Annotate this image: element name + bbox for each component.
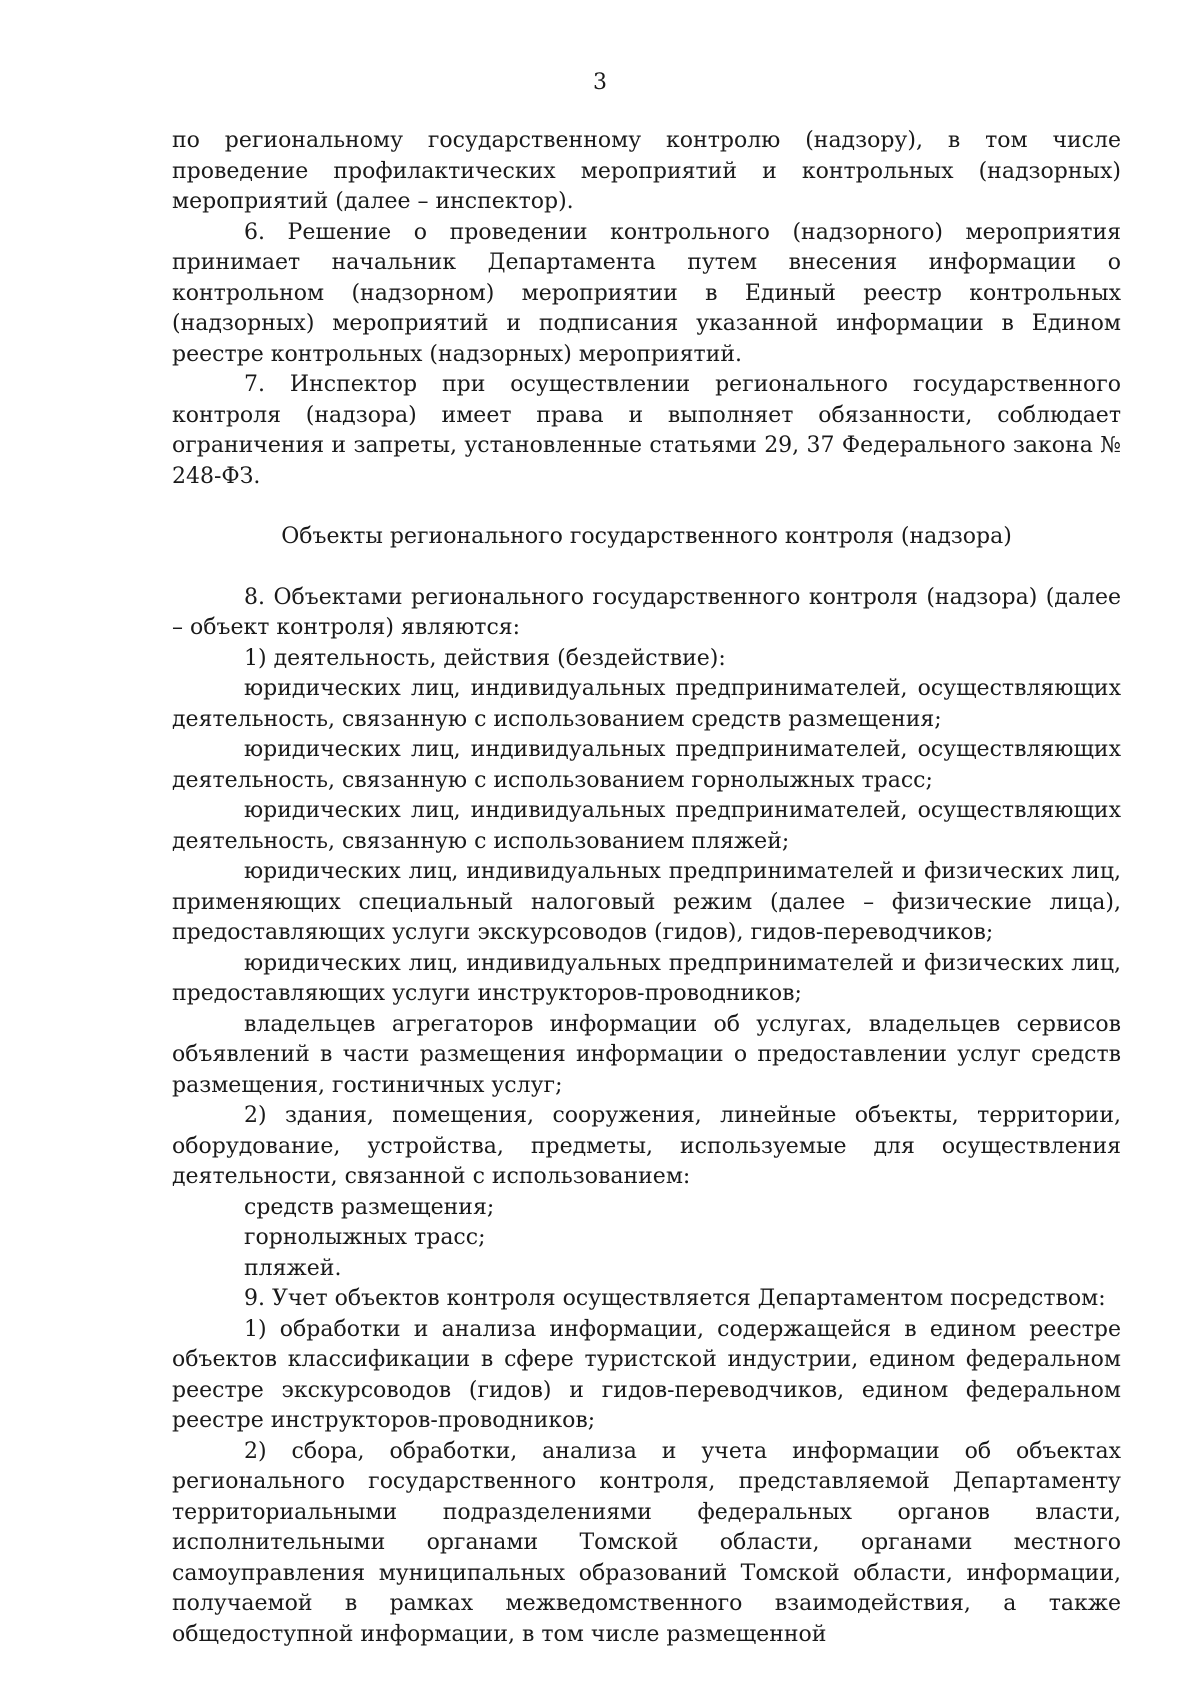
paragraph: 1) деятельность, действия (бездействие): xyxy=(244,645,726,671)
paragraph: средств размещения; xyxy=(244,1194,495,1220)
paragraph: владельцев агрегаторов информации об услугах, владельцев сервисов объявлений в части размещения информации о предоставлении услуг средств размещения, гостиничных услуг; xyxy=(172,1011,1121,1098)
paragraph: 8. Объектами регионального государственного контроля (надзора) (далее – объект контроля) являются: xyxy=(172,584,1121,640)
paragraph: 2) сбора, обработки, анализа и учета информации об объектах регионального государственного контроля, представляемой Департаменту территориальными подразделениями федеральных органов власти, исполнительными органами Томской области, органами местного самоуправления муниципальных образований Томской области, информации, получаемой в рамках межведомственного взаимодействия, а также общедоступной информации, в том числе размещенной xyxy=(172,1438,1121,1647)
section-after-heading xyxy=(172,583,1121,1651)
paragraph: 6. Решение о проведении контрольного (надзорного) мероприятия принимает начальник Департамента путем внесения информации о контрольном (надзорном) мероприятии в Единый реестр контрольных (надзорных) мероприятий и подписания указанной информации в Едином реестре контрольных (надзорных) мероприятий. xyxy=(172,219,1121,367)
section-before-heading xyxy=(172,126,1121,492)
paragraph: юридических лиц, индивидуальных предпринимателей, осуществляющих деятельность, связанную с использованием пляжей; xyxy=(172,798,1121,854)
paragraph: юридических лиц, индивидуальных предпринимателей, осуществляющих деятельность, связанную с использованием горнолыжных трасс; xyxy=(172,737,1121,793)
paragraph: юридических лиц, индивидуальных предпринимателей и физических лиц, предоставляющих услуги инструкторов-проводников; xyxy=(172,950,1121,1006)
paragraph: пляжей. xyxy=(244,1255,342,1281)
paragraph: по региональному государственному контролю (надзору), в том числе проведение профилактических мероприятий и контрольных (надзорных) мероприятий (далее – инспектор). xyxy=(172,128,1121,214)
paragraph: 2) здания, помещения, сооружения, линейные объекты, территории, оборудование, устройства, предметы, используемые для осуществления деятельности, связанной с использованием: xyxy=(172,1103,1121,1189)
paragraph: юридических лиц, индивидуальных предпринимателей, осуществляющих деятельность, связанную с использованием средств размещения; xyxy=(172,676,1121,732)
paragraph: 9. Учет объектов контроля осуществляется Департаментом посредством: xyxy=(244,1286,1106,1311)
page-number: 3 xyxy=(593,70,607,95)
paragraph: горнолыжных трасс; xyxy=(244,1225,486,1250)
paragraph: 7. Инспектор при осуществлении регионального государственного контроля (надзора) имеет права и выполняет обязанности, соблюдает ограничения и запреты, установленные статьями 29, 37 Федерального закона № 248-ФЗ. xyxy=(172,372,1121,489)
paragraph: юридических лиц, индивидуальных предпринимателей и физических лиц, применяющих специальный налоговый режим (далее – физические лица), предоставляющих услуги экскурсоводов (гидов), гидов-переводчиков; xyxy=(172,859,1121,945)
paragraph: 1) обработки и анализа информации, содержащейся в едином реестре объектов классификации в сфере туристской индустрии, едином федеральном реестре экскурсоводов (гидов) и гидов-переводчиков, едином федеральном реестре инструкторов-проводников; xyxy=(172,1316,1121,1433)
document-body xyxy=(172,126,1121,1650)
section-heading: Объекты регионального государственного контроля (надзора) xyxy=(281,524,1012,549)
